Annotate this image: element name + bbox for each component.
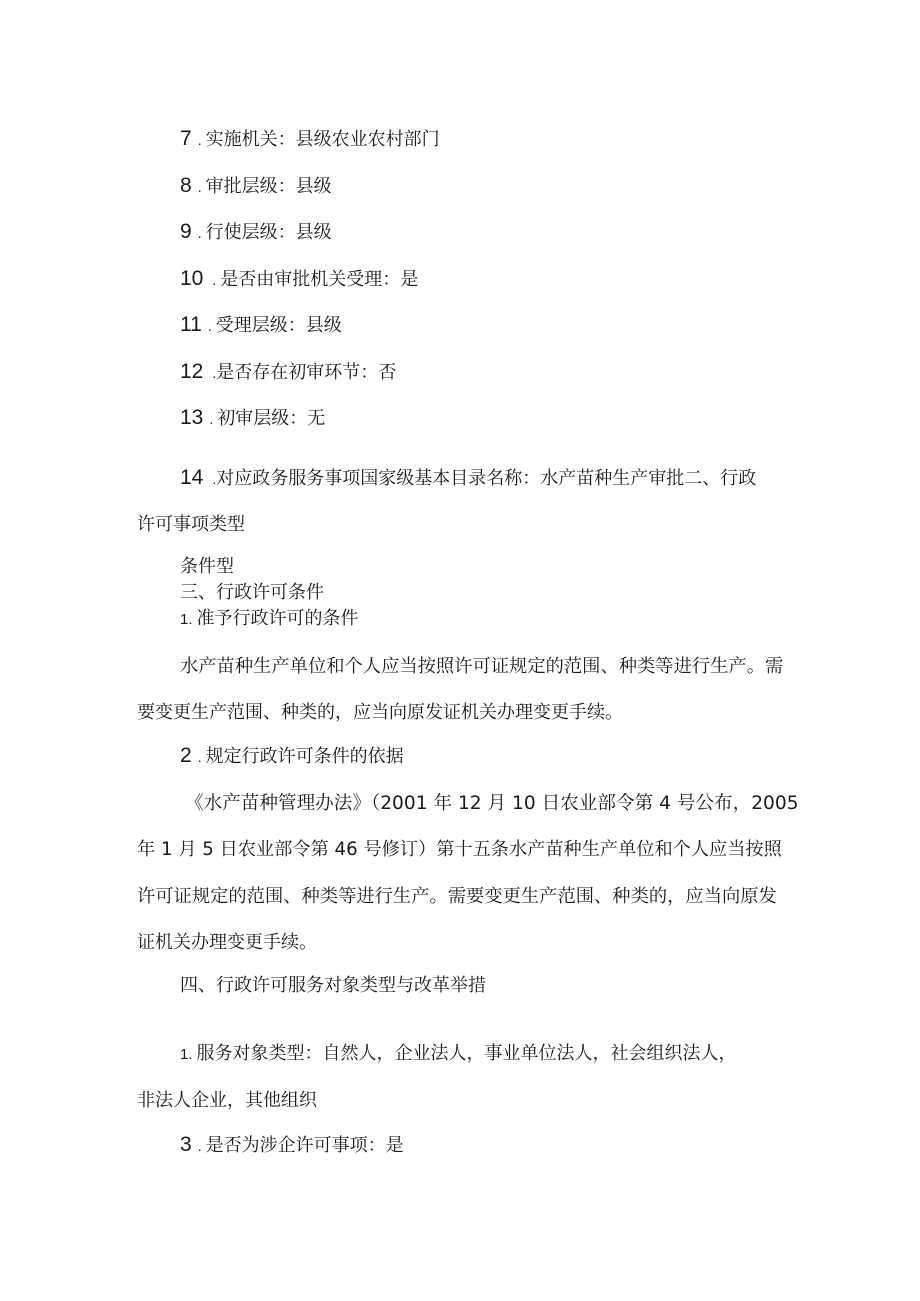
item-text: 是否存在初审环节：否	[216, 362, 397, 383]
item-dot: .	[197, 132, 202, 148]
item-text: 审批层级：县级	[205, 176, 332, 197]
item-number: 14	[180, 466, 204, 489]
list-item-8	[180, 174, 332, 199]
item-14-continuation: 许可事项类型	[137, 514, 245, 535]
item-number: 11	[180, 313, 202, 336]
service-object-types-continuation: 非法人企业，其他组织	[137, 1090, 317, 1111]
item-text: 初审层级：无	[217, 408, 326, 429]
item-number: 9	[180, 220, 192, 243]
subsection-text: 是否为涉企许可事项：是	[205, 1135, 404, 1156]
item-text: 受理层级：县级	[215, 315, 342, 336]
item-dot: .	[209, 411, 214, 427]
section-3-title: 三、行政许可条件	[180, 582, 324, 603]
subsection-text: 准予行政许可的条件	[196, 608, 359, 629]
subsection-text: 服务对象类型：自然人，企业法人，事业单位法人，社会组织法人，	[196, 1043, 737, 1064]
item-dot: .	[212, 471, 217, 487]
item-dot: .	[197, 225, 202, 241]
list-item-12	[180, 360, 396, 385]
item-text: 对应政务服务事项国家级基本目录名称：水产苗种生产审批二、行政	[216, 468, 757, 489]
list-item-10	[180, 267, 418, 292]
enterprise-permit-item	[180, 1133, 404, 1158]
permit-type-value: 条件型	[180, 556, 234, 577]
section-4-title: 四、行政许可服务对象类型与改革举措	[180, 975, 486, 996]
list-item-14	[180, 466, 756, 491]
subsection-number: 1.	[180, 1046, 193, 1063]
basis-paragraph-line-1: 《水产苗种管理办法》（2001 年 12 月 10 日农业部令第 4 号公布，2005	[185, 793, 799, 814]
item-text: 实施机关：县级农业农村部门	[205, 129, 440, 150]
subsection-number: 1.	[180, 611, 193, 628]
basis-paragraph-line-2: 年 1 月 5 日农业部令第 46 号修订）第十五条水产苗种生产单位和个人应当按照	[137, 839, 782, 860]
item-dot: .	[212, 272, 217, 288]
basis-paragraph-line-3: 许可证规定的范围、种类等进行生产。需要变更生产范围、种类的，应当向原发	[137, 886, 777, 907]
service-object-types	[180, 1042, 737, 1067]
subsection-text: 规定行政许可条件的依据	[205, 746, 404, 767]
item-dot: .	[197, 749, 202, 765]
basis-paragraph-line-4: 证机关办理变更手续。	[137, 932, 317, 953]
item-dot: .	[212, 365, 217, 381]
item-number: 12	[180, 360, 204, 383]
item-dot: .	[197, 179, 202, 195]
list-item-9	[180, 220, 332, 245]
subsection-2-title	[180, 744, 404, 769]
item-dot: .	[207, 318, 212, 334]
item-number: 8	[180, 174, 192, 197]
item-number: 13	[180, 406, 204, 429]
condition-paragraph-line-2: 要变更生产范围、种类的，应当向原发证机关办理变更手续。	[137, 702, 623, 723]
subsection-number: 3	[180, 1133, 192, 1156]
subsection-1-title	[180, 607, 359, 632]
item-text: 行使层级：县级	[205, 222, 332, 243]
list-item-7	[180, 127, 440, 152]
item-dot: .	[197, 1138, 202, 1154]
condition-paragraph-line-1: 水产苗种生产单位和个人应当按照许可证规定的范围、种类等进行生产。需	[180, 656, 784, 677]
item-text: 是否由审批机关受理：是	[220, 269, 419, 290]
list-item-13	[180, 406, 325, 431]
subsection-number: 2	[180, 744, 192, 767]
item-number: 10	[180, 267, 204, 290]
item-number: 7	[180, 127, 192, 150]
list-item-11	[180, 313, 342, 338]
